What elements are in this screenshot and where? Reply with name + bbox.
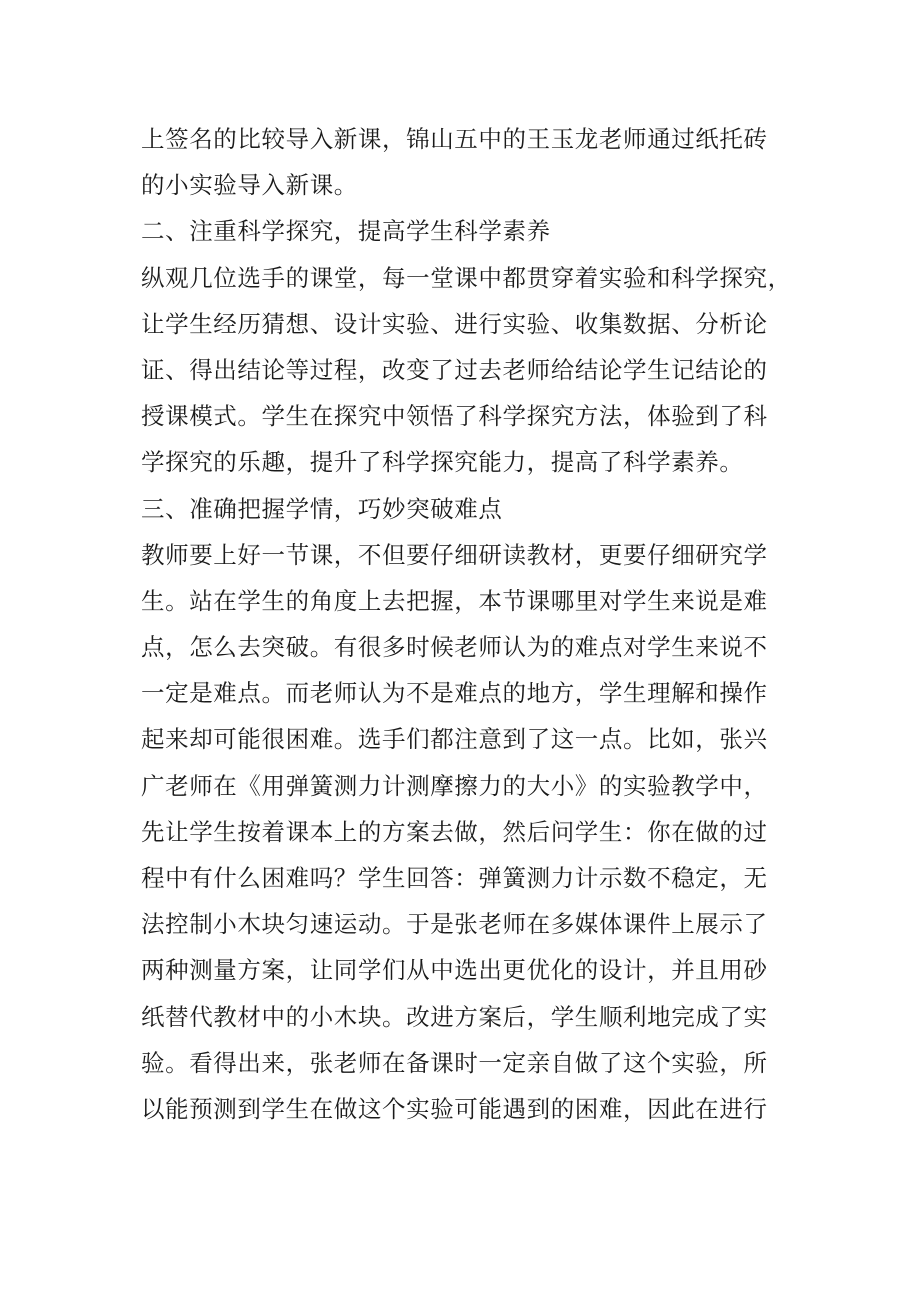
text-line: 先让学生按着课本上的方案去做，然后问学生：你在做的过 [141, 817, 768, 846]
text-line: 生。站在学生的角度上去把握，本节课哪里对学生来说是难 [141, 586, 768, 615]
text-line: 纸替代教材中的小木块。改进方案后，学生顺利地完成了实 [141, 1002, 768, 1031]
text-line: 证、得出结论等过程，改变了过去老师给结论学生记结论的 [141, 355, 768, 384]
text-line: 点，怎么去突破。有很多时候老师认为的难点对学生来说不 [141, 633, 768, 662]
text-line: 起来却可能很困难。选手们都注意到了这一点。比如，张兴 [141, 725, 768, 754]
text-line: 让学生经历猜想、设计实验、进行实验、收集数据、分析论 [141, 309, 768, 338]
text-line: 的小实验导入新课。 [141, 171, 358, 200]
text-line: 教师要上好一节课，不但要仔细研读教材，更要仔细研究学 [141, 540, 768, 569]
section-heading: 三、准确把握学情，巧妙突破难点 [141, 494, 503, 523]
section-heading: 二、注重科学探究，提高学生科学素养 [141, 217, 551, 246]
text-line: 学探究的乐趣，提升了科学探究能力，提高了科学素养。 [141, 448, 744, 477]
text-line: 一定是难点。而老师认为不是难点的地方，学生理解和操作 [141, 679, 768, 708]
text-line: 法控制小木块匀速运动。于是张老师在多媒体课件上展示了 [141, 910, 768, 939]
document-body [141, 116, 791, 1132]
text-line: 纵观几位选手的课堂，每一堂课中都贯穿着实验和科学探究， [141, 263, 792, 292]
text-line: 验。看得出来，张老师在备课时一定亲自做了这个实验，所 [141, 1048, 768, 1077]
text-line: 上签名的比较导入新课，锦山五中的王玉龙老师通过纸托砖 [141, 125, 768, 153]
text-line: 授课模式。学生在探究中领悟了科学探究方法，体验到了科 [141, 402, 768, 431]
text-line: 程中有什么困难吗？学生回答：弹簧测力计示数不稳定，无 [141, 864, 768, 892]
text-line: 以能预测到学生在做这个实验可能遇到的困难，因此在进行 [141, 1094, 768, 1123]
text-line: 广老师在《用弹簧测力计测摩擦力的大小》的实验教学中， [141, 771, 768, 800]
text-line: 两种测量方案，让同学们从中选出更优化的设计，并且用砂 [141, 956, 768, 985]
